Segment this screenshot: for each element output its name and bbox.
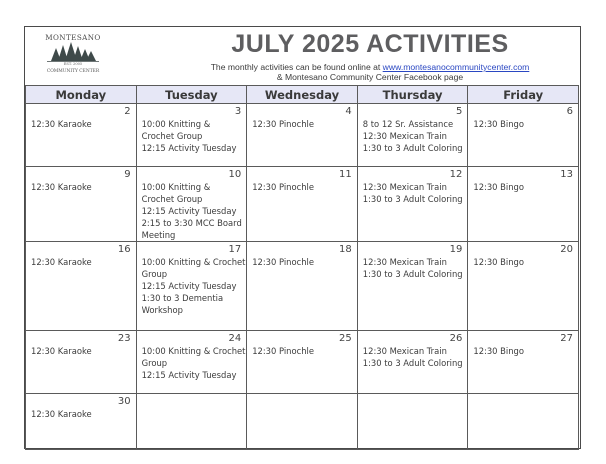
logo-established: EST. 2005 [63,62,83,66]
day-cell-thursday [357,394,468,450]
event-item: 10:00 Knitting & Crochet [141,257,246,267]
date-number: 30 [117,396,131,407]
event-item: 12:30 Mexican Train [362,131,447,141]
date-number: 18 [339,244,352,255]
week-row [26,104,579,167]
event-list [247,394,357,408]
day-cell-friday [468,167,579,242]
event-item: 12:15 Activity Tuesday [141,143,237,153]
event-item: 12:30 Pinochle [252,257,315,267]
day-cell-monday [26,242,137,331]
event-item: 12:30 Pinochle [252,119,315,129]
event-list [358,104,468,154]
day-header-monday: Monday [26,86,137,104]
day-cell-thursday [357,242,468,331]
calendar-frame [24,26,581,449]
day-cell-friday [468,104,579,167]
week-row [26,394,579,450]
date-number: 13 [560,169,573,180]
website-link[interactable]: www.montesanocommunitycenter.com [382,62,530,72]
event-item: 1:30 to 3 Adult Coloring [362,143,463,153]
event-item: 12:30 Karaoke [31,409,92,419]
activity-calendar [25,85,579,450]
event-item: Group [141,269,168,279]
day-cell-wednesday [247,104,358,167]
event-item: 1:30 to 3 Dementia [141,293,224,303]
day-cell-thursday [357,104,468,167]
event-item: 12:15 Activity Tuesday [141,281,237,291]
event-item: 12:30 Mexican Train [362,182,447,192]
day-cell-monday [26,167,137,242]
event-list [247,104,357,130]
page-title: JULY 2025 ACTIVITIES [231,30,509,58]
event-item: Group [141,358,168,368]
event-list [468,104,578,130]
community-center-logo [39,33,107,81]
event-item: 12:30 Mexican Train [362,346,447,356]
event-item: 12:30 Karaoke [31,182,92,192]
date-number: 11 [339,169,352,180]
day-cell-monday [26,331,137,394]
event-item: Crochet Group [141,194,203,204]
event-item: Crochet Group [141,131,203,141]
day-cell-friday [468,242,579,331]
day-cell-wednesday [247,242,358,331]
event-item: 1:30 to 3 Adult Coloring [362,194,463,204]
event-item: 12:30 Mexican Train [362,257,447,267]
day-cell-friday [468,394,579,450]
day-cell-friday [468,331,579,394]
day-cell-tuesday [136,331,247,394]
weekday-header-row [26,86,579,104]
event-item: 12:15 Activity Tuesday [141,370,237,380]
website-note [185,62,555,72]
event-list [26,104,136,130]
event-item: 1:30 to 3 Adult Coloring [362,269,463,279]
event-list [137,104,247,154]
event-item: 12:30 Karaoke [31,257,92,267]
day-cell-tuesday [136,242,247,331]
website-note-text: The monthly activities can be found online at [210,62,383,72]
day-cell-tuesday [136,104,247,167]
date-number: 6 [566,106,573,117]
event-item: Meeting [141,230,176,240]
event-item: 2:15 to 3:30 MCC Board [141,218,242,228]
event-item: Workshop [141,305,183,315]
event-list [358,394,468,408]
day-cell-wednesday [247,167,358,242]
day-cell-thursday [357,167,468,242]
date-number: 20 [560,244,573,255]
day-cell-tuesday [136,167,247,242]
date-number: 24 [228,333,242,344]
event-item: 12:30 Bingo [473,119,524,129]
date-number: 19 [449,244,463,255]
event-item: 12:30 Bingo [473,182,524,192]
day-cell-monday [26,104,137,167]
event-item: 10:00 Knitting & Crochet [141,346,246,356]
logo-title: MONTESANO [45,33,101,42]
event-item: 12:30 Karaoke [31,346,92,356]
date-number: 23 [117,333,131,344]
day-cell-wednesday [247,394,358,450]
date-number: 27 [560,333,573,344]
event-item: 12:15 Activity Tuesday [141,206,237,216]
day-header-wednesday: Wednesday [247,86,358,104]
date-number: 9 [124,169,131,180]
event-list [137,394,247,408]
day-header-tuesday: Tuesday [136,86,247,104]
week-row [26,331,579,394]
event-item: 12:30 Pinochle [252,346,315,356]
event-item: 1:30 to 3 Adult Coloring [362,358,463,368]
date-number: 2 [124,106,131,117]
date-number: 3 [234,106,242,117]
day-cell-monday [26,394,137,450]
event-item: 10:00 Knitting & [141,119,211,129]
date-number: 25 [339,333,352,344]
day-cell-thursday [357,331,468,394]
event-item: 12:30 Pinochle [252,182,315,192]
event-item: 12:30 Karaoke [31,119,92,129]
event-item: 12:30 Bingo [473,257,524,267]
day-header-friday: Friday [468,86,579,104]
date-number: 26 [449,333,463,344]
facebook-note: & Montesano Community Center Facebook page [276,72,464,82]
event-list [26,167,136,193]
day-cell-tuesday [136,394,247,450]
event-item: 12:30 Bingo [473,346,524,356]
week-row [26,167,579,242]
date-number: 16 [117,244,131,255]
date-number: 17 [228,244,242,255]
date-number: 4 [345,106,352,117]
week-row [26,242,579,331]
date-number: 10 [228,169,242,180]
event-item: 8 to 12 Sr. Assistance [362,119,454,129]
event-item: 10:00 Knitting & [141,182,211,192]
day-cell-wednesday [247,331,358,394]
event-list [468,394,578,408]
date-number: 5 [456,106,463,117]
logo-subtitle: COMMUNITY CENTER [46,69,100,74]
calendar-header [25,27,580,85]
date-number: 12 [449,169,463,180]
day-header-thursday: Thursday [357,86,468,104]
pine-trees-icon [47,42,99,62]
